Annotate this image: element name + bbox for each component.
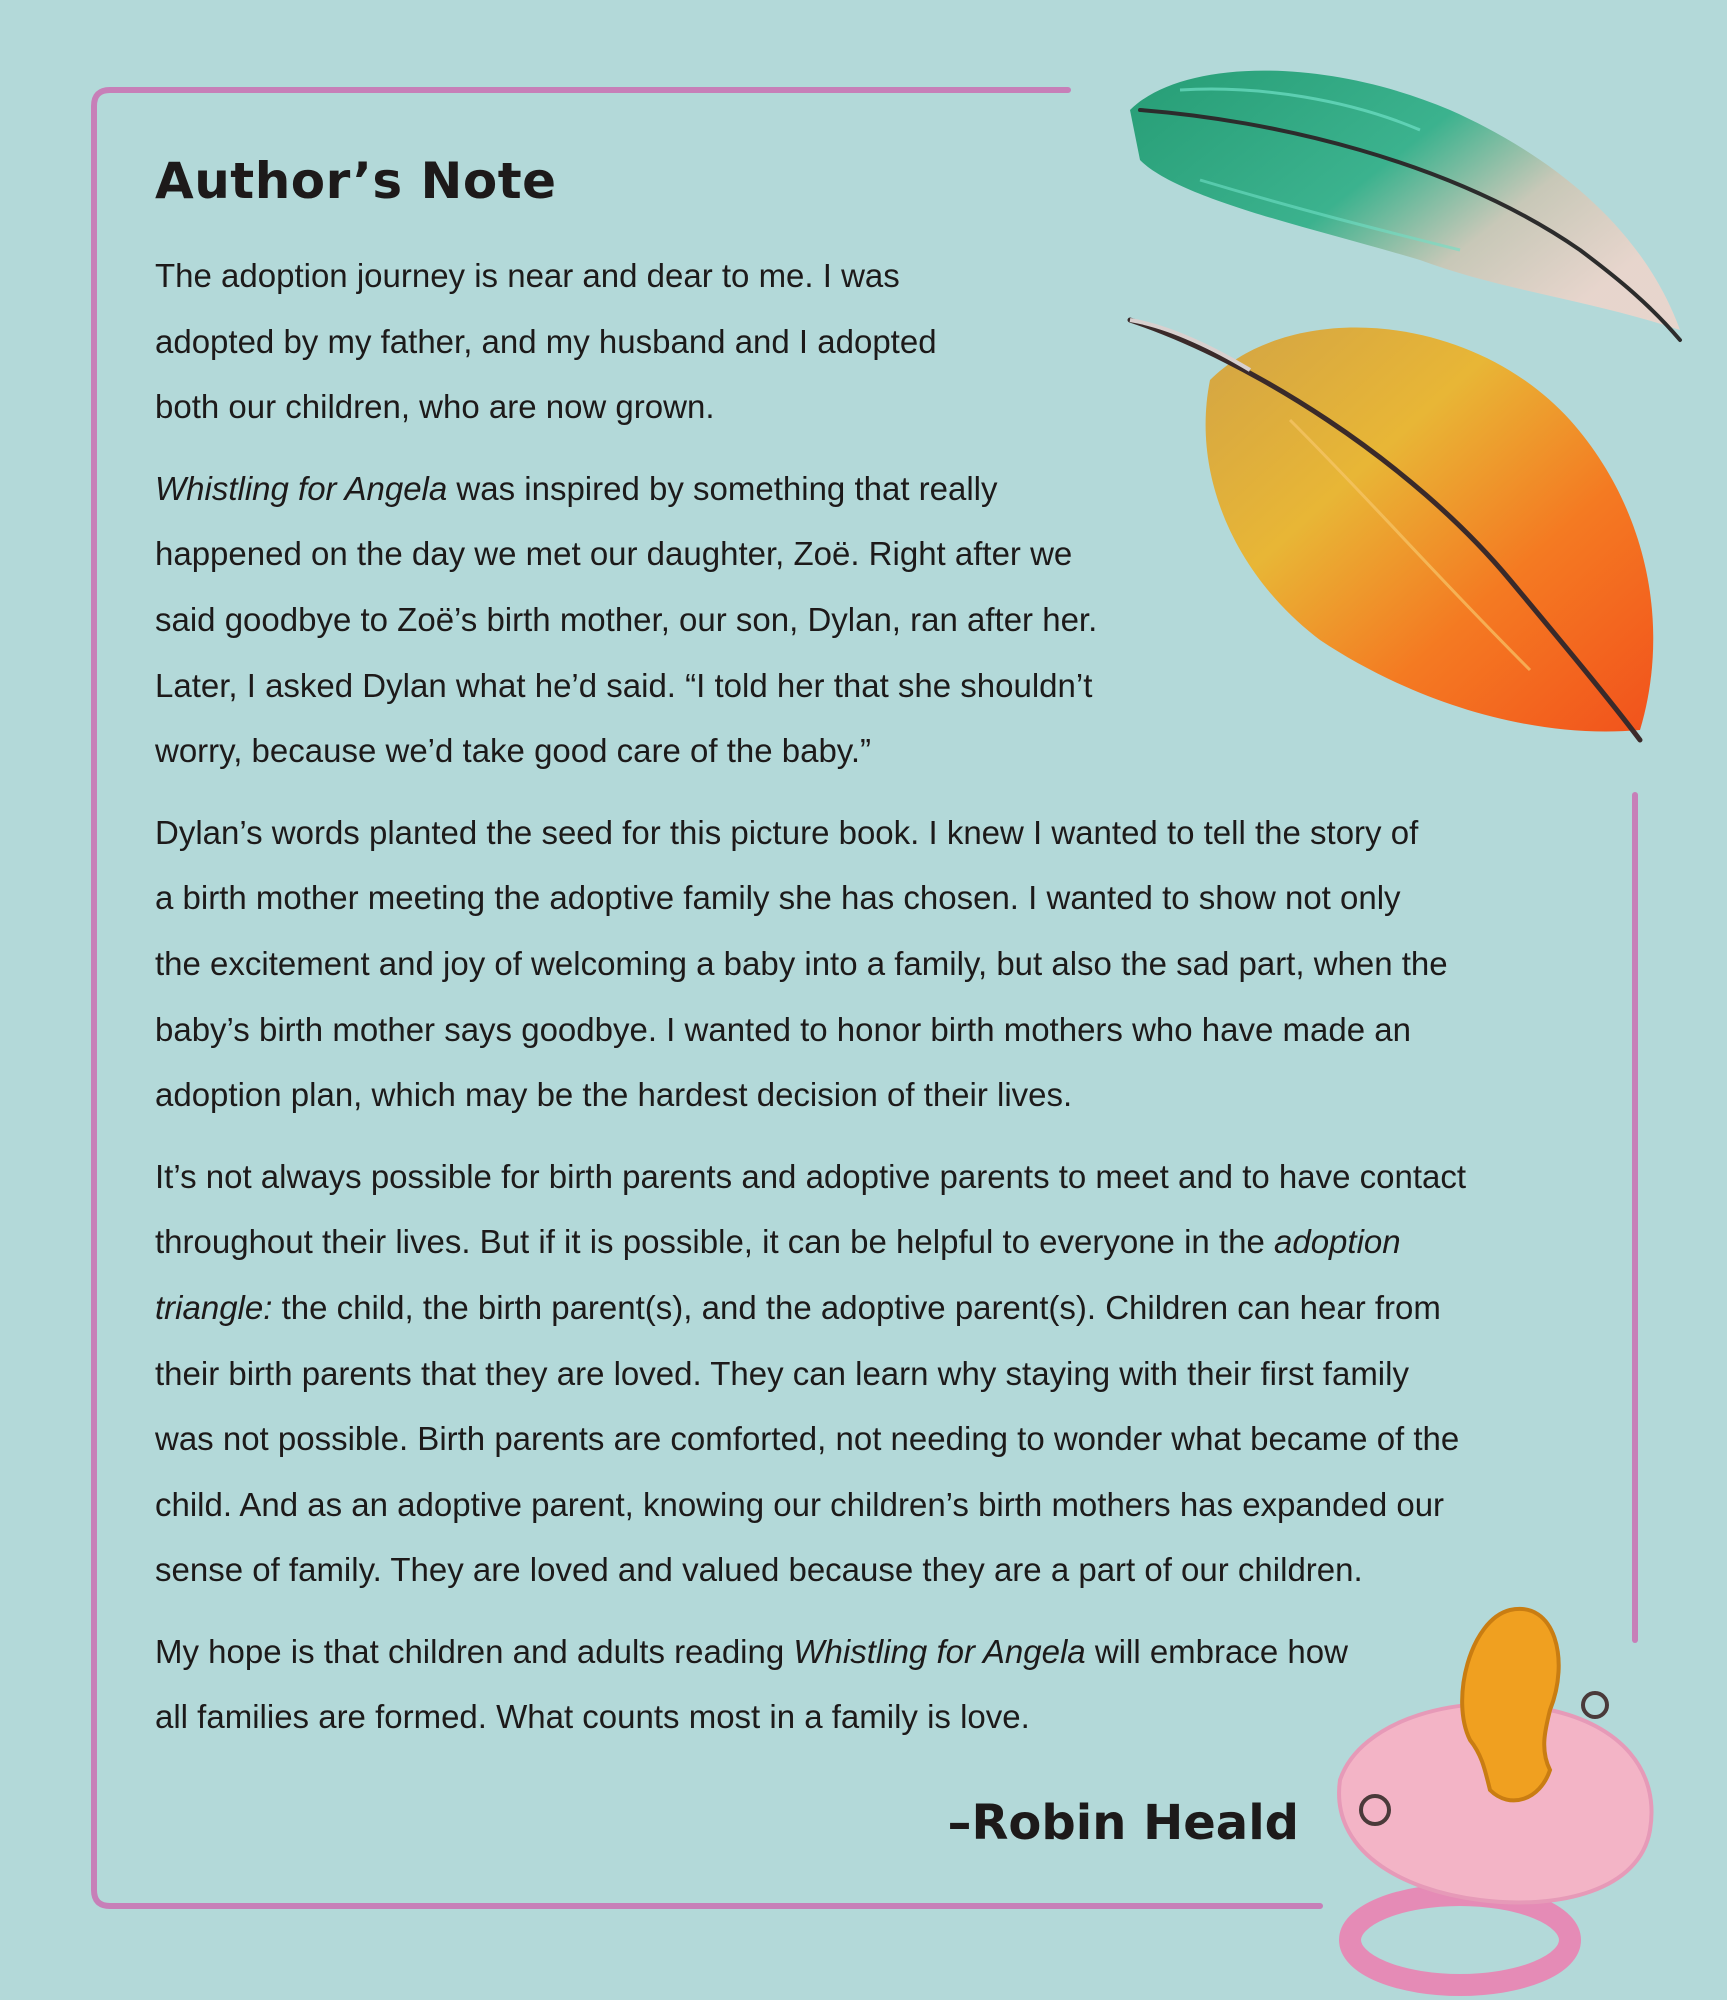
text-run: worry, because we’d take good care of the baby.” [155,732,872,770]
paragraph-line [155,931,1575,997]
italic-text: adoption [1273,1223,1401,1261]
text-run: their birth parents that they are loved. They can learn why staying with their first family [155,1354,1409,1392]
paragraph-line [155,1209,1575,1275]
text-run: Later, I asked Dylan what he’d said. “I told her that she shouldn’t [155,666,1093,704]
pink-pacifier-illustration [1320,1600,1720,2000]
text-run: will embrace how [1085,1632,1348,1670]
text-run: the excitement and joy of welcoming a baby into a family, but also the sad part, when the [155,944,1448,982]
paragraph-line [155,800,1575,866]
text-run: child. And as an adoptive parent, knowing our children’s birth mothers has expanded our [155,1485,1445,1523]
text-run: both our children, who are now grown. [155,388,715,426]
paragraph-line [155,1406,1575,1472]
orange-feather-illustration [1110,300,1700,770]
text-run: Dylan’s words planted the seed for this picture book. I knew I wanted to tell the story of [155,813,1419,851]
text-run: baby’s birth mother says goodbye. I wanted to honor birth mothers who have made an [155,1010,1411,1048]
text-run: was inspired by something that really [447,469,998,507]
text-run: the child, the birth parent(s), and the adoptive parent(s). Children can hear from [272,1288,1441,1326]
paragraph-line [155,1144,1575,1210]
paragraph-line [155,1537,1575,1603]
paragraph-line [155,997,1575,1063]
paragraph-line [155,1275,1575,1341]
italic-text: Whistling for Angela [793,1632,1086,1670]
text-run: adoption plan, which may be the hardest decision of their lives. [155,1076,1073,1114]
italic-text: Whistling for Angela [155,469,448,507]
text-run: a birth mother meeting the adoptive family she has chosen. I wanted to show not only [155,879,1401,917]
text-run: all families are formed. What counts most in a family is love. [155,1698,1030,1736]
text-run: adopted by my father, and my husband and I adopted [155,322,937,360]
paragraph-line [155,1472,1575,1538]
text-run: happened on the day we met our daughter, Zoë. Right after we [155,535,1073,573]
text-run: throughout their lives. But if it is possible, it can be helpful to everyone in the [155,1223,1274,1261]
text-run: was not possible. Birth parents are comforted, not needing to wonder what became of the [155,1420,1460,1458]
paragraph-line [155,865,1575,931]
author-signature: –Robin Heald [947,1795,1299,1851]
paragraph-3 [155,800,1575,1128]
paragraph-line [155,1062,1575,1128]
italic-text: triangle: [155,1288,273,1326]
text-run: said goodbye to Zoë’s birth mother, our son, Dylan, ran after her. [155,600,1098,638]
text-run: sense of family. They are loved and valued because they are a part of our children. [155,1551,1363,1589]
paragraph-line [155,1341,1575,1407]
paragraph-4 [155,1144,1575,1603]
text-run: It’s not always possible for birth parents and adoptive parents to meet and to have contact [155,1157,1467,1195]
text-run: The adoption journey is near and dear to me. I was [155,257,900,294]
text-run: My hope is that children and adults reading [155,1632,794,1670]
page-title: Author’s Note [155,152,557,210]
